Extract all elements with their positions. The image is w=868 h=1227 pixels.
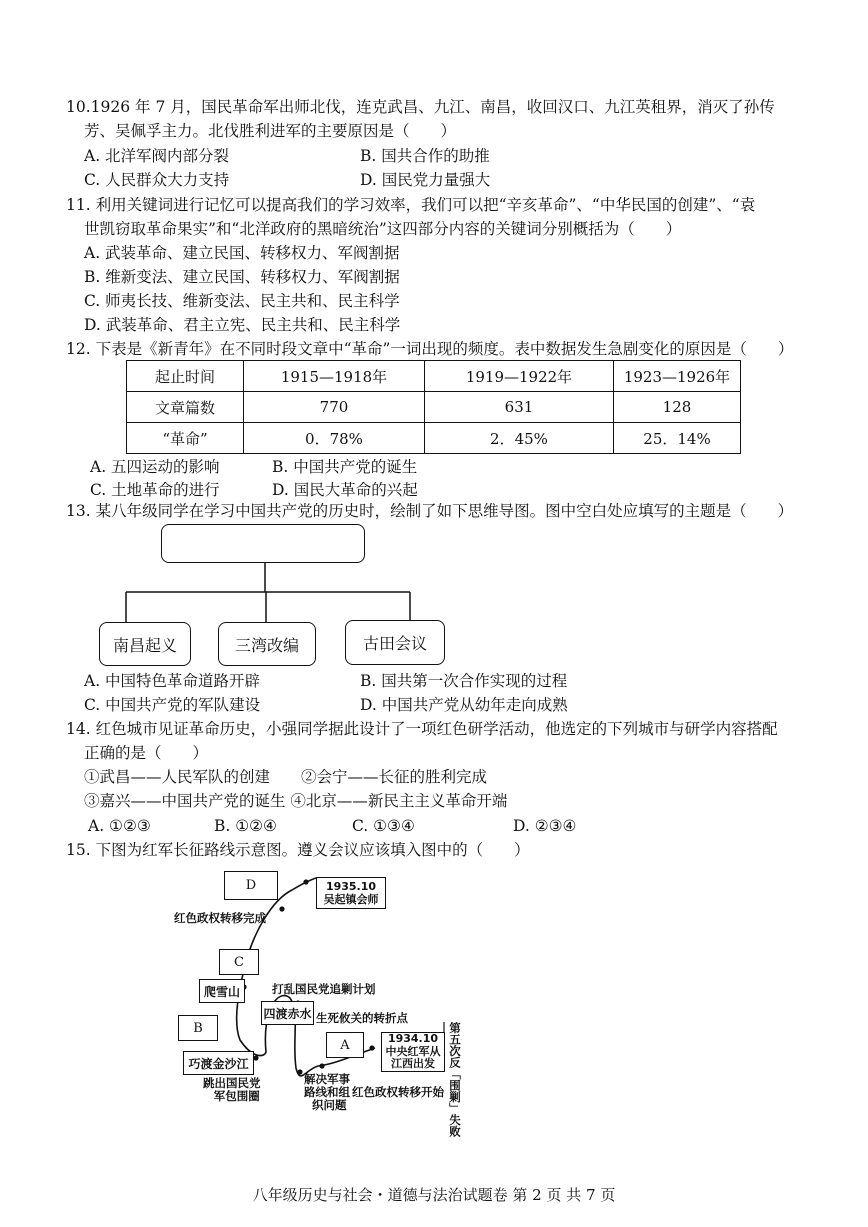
mindmap-node-sanwan: 三湾改编 [218,622,316,666]
resolve-line3: 织问题 [312,1098,347,1112]
q13-option-a[interactable]: A. 中国特色革命道路开辟 [84,672,261,690]
q14-stem-line2: 正确的是（ ） [84,744,209,762]
q12-option-d[interactable]: D. 国民大革命的兴起 [272,481,418,499]
table-cell: “革命” [127,423,244,454]
table-cell: 770 [244,392,425,423]
depart-line1: 中央红军从 [385,1044,441,1058]
q10-option-a[interactable]: A. 北洋军阀内部分裂 [84,147,230,165]
q13-option-c[interactable]: C. 中国共产党的军队建设 [84,696,261,714]
map-box-d: D [224,871,278,900]
q11-option-a[interactable]: A. 武装革命、建立民国、转移权力、军阀割据 [84,244,400,262]
label-red-complete: 红色政权转移完成 [174,911,266,925]
label-resolve [304,1073,350,1112]
fifth-line3: 剿」失败 [448,1091,462,1137]
fifth-line2: 「围 [448,1068,462,1091]
escape-line1: 跳出国民党 [203,1076,261,1090]
q12-option-c[interactable]: C. 土地革命的进行 [90,481,220,499]
table-cell: 0．78% [244,423,425,454]
q12-option-a[interactable]: A. 五四运动的影响 [90,458,220,476]
depart-line2: 江西出发 [391,1057,435,1071]
page-footer: 八年级历史与社会・道德与法治试题卷 第 2 页 共 7 页 [252,1186,616,1204]
q14-stem-line1: 14. 红色城市见证革命历史，小强同学据此设计了一项红色研学活动，他选定的下列城市与研学内容搭配 [66,720,778,738]
map-box-b: B [178,1015,218,1041]
mindmap-node-nanchang: 南昌起义 [99,622,191,666]
q14-option-b[interactable]: B. ①②④ [214,817,277,835]
q10-option-c[interactable]: C. 人民群众大力支持 [84,171,230,189]
q11-option-c[interactable]: C. 师夷长技、维新变法、民主共和、民主科学 [84,292,400,310]
q14-option-c[interactable]: C. ①③④ [352,817,415,835]
q15-stem: 15. 下图为红军长征路线示意图。遵义会议应该填入图中的（ ） [66,841,530,859]
table-cell: 128 [614,392,741,423]
q14-items-line2: ③嘉兴——中国共产党的诞生 ④北京——新民主主义革命开端 [84,792,508,810]
resolve-line2: 路线和组 [304,1085,350,1099]
table-cell: 2．45% [425,423,614,454]
table-cell: 起止时间 [127,361,244,392]
label-escape [203,1077,261,1103]
q13-option-d[interactable]: D. 中国共产党从幼年走向成熟 [360,696,568,714]
table-cell: 1923—1926年 [614,361,741,392]
wuqi-date: 1935.10 [325,880,377,893]
q12-stem: 12. 下表是《新青年》在不同时段文章中“革命”一词出现的频度。表中数据发生急剧变化的原因是（ ） [66,340,794,358]
q13-stem: 13. 某八年级同学在学习中国共产党的历史时，绘制了如下思维导图。图中空白处应填写的主题是（ ） [66,502,794,520]
map-box-wuqi [316,877,386,909]
table-cell: 631 [425,392,614,423]
q13-option-b[interactable]: B. 国共第一次合作实现的过程 [360,672,568,690]
map-box-jinsha: 巧渡金沙江 [183,1051,254,1075]
q11-option-d[interactable]: D. 武装革命、君主立宪、民主共和、民主科学 [84,316,401,334]
table-cell: 25．14% [614,423,741,454]
label-turning-point: 生死攸关的转折点 [316,1011,408,1025]
q14-items-line1: ①武昌——人民军队的创建 ②会宁——长征的胜利完成 [84,768,488,786]
q14-option-d[interactable]: D. ②③④ [513,817,577,835]
map-box-sidu: 四渡赤水 [261,1001,314,1025]
q11-option-b[interactable]: B. 维新变法、建立民国、转移权力、军阀割据 [84,268,400,286]
table-cell: 1915—1918年 [244,361,425,392]
label-fifth-failure [448,1022,462,1137]
depart-date: 1934.10 [387,1032,439,1046]
map-box-a: A [326,1032,364,1058]
q14-option-a[interactable]: A. ①②③ [88,817,151,835]
mindmap-node-gutian: 古田会议 [345,620,445,665]
label-disrupt: 打乱国民党追剿计划 [272,982,376,996]
escape-line2: 军包围圈 [213,1089,260,1103]
resolve-line1: 解决军事 [304,1072,350,1086]
fifth-line1: 第五次反 [448,1022,462,1068]
wuqi-label: 吴起镇会师 [323,893,379,906]
table-cell: 1919—1922年 [425,361,614,392]
q10-option-d[interactable]: D. 国民党力量强大 [360,171,491,189]
map-box-xueshan: 爬雪山 [199,979,245,1003]
map-box-depart [381,1032,445,1072]
q10-stem-line1: 10.1926 年 7 月，国民革命军出师北伐，连克武昌、九江、南昌，收回汉口、九江英租界，消灭了孙传 [66,98,775,116]
map-box-c: C [219,949,259,975]
label-red-start: 红色政权转移开始 [352,1085,444,1099]
q12-option-b[interactable]: B. 中国共产党的诞生 [272,458,418,476]
q10-stem-line2: 芳、吴佩孚主力。北伐胜利进军的主要原因是（ ） [84,122,457,140]
q11-stem-line1: 11. 利用关键词进行记忆可以提高我们的学习效率，我们可以把“辛亥革命”、“中华民国的创建”、“袁 [66,196,756,214]
table-cell: 文章篇数 [127,392,244,423]
q10-option-b[interactable]: B. 国共合作的助推 [360,147,490,165]
q11-stem-line2: 世凯窃取革命果实”和“北洋政府的黑暗统治”这四部分内容的关键词分别概括为（ ） [84,220,682,238]
